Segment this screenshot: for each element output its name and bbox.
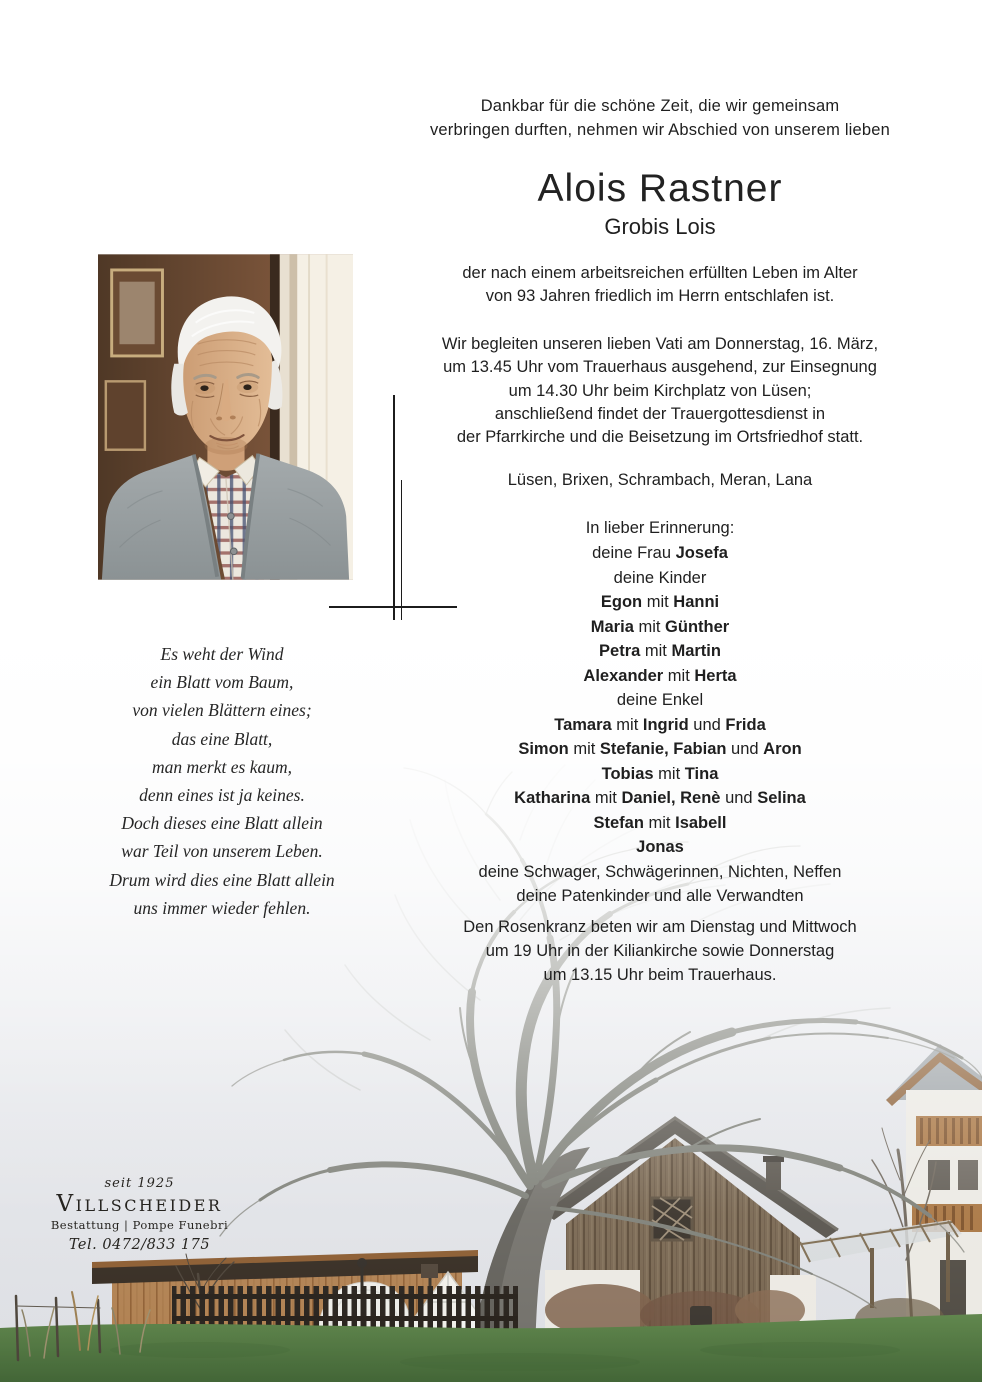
text-line: Doch dieses eine Blatt allein <box>121 813 323 834</box>
logo-since: seit 1925 <box>104 1176 175 1191</box>
logo-brand-name: Villscheider <box>56 1191 223 1217</box>
family-list <box>370 541 950 909</box>
text-line: der nach einem arbeitsreichen erfüllten Leben im Alter <box>462 264 858 282</box>
text-line: Wir begleiten unseren lieben Vati am Donnerstag, 16. März, <box>441 335 879 353</box>
funeral-home-logo <box>47 1176 232 1253</box>
memorial-poem <box>50 640 394 922</box>
places-line: Lüsen, Brixen, Schrambach, Meran, Lana <box>507 471 813 489</box>
text-line: deine Frau Josefa <box>592 544 728 562</box>
text-line: von vielen Blättern eines; <box>132 700 312 721</box>
funeral-details <box>370 333 950 449</box>
text-line: Alexander mit Herta <box>583 666 737 685</box>
text-line: Jonas <box>636 838 684 856</box>
text-line: um 13.45 Uhr vom Trauerhaus ausgehend, zur Einsegnung <box>443 358 877 377</box>
text-line: war Teil von unserem Leben. <box>121 841 323 862</box>
memory-title: In lieber Erinnerung: <box>585 519 735 537</box>
text-line: Den Rosenkranz beten wir am Dienstag und Mittwoch <box>463 918 857 936</box>
text-line: man merkt es kaum, <box>152 756 292 777</box>
text-line: um 14.30 Uhr beim Kirchplatz von Lüsen; <box>508 381 812 400</box>
rosary-text <box>370 916 950 987</box>
text-line: um 19 Uhr in der Kiliankirche sowie Donnerstag <box>485 941 835 960</box>
text-line: anschließend findet der Trauergottesdienst in <box>494 404 826 423</box>
text-line: deine Kinder <box>613 568 707 587</box>
intro-text <box>370 95 950 142</box>
logo-subtitle: Bestattung | Pompe Funebri <box>50 1218 229 1232</box>
passing-text <box>370 262 950 309</box>
text-line: Petra mit Martin <box>599 642 721 660</box>
text-line: der Pfarrkirche und die Beisetzung im Ortsfriedhof statt. <box>456 428 864 447</box>
text-line: Maria mit Günther <box>590 617 730 636</box>
text-line: das eine Blatt, <box>171 728 273 749</box>
text-line: uns immer wieder fehlen. <box>133 897 311 918</box>
text-line: Drum wird dies eine Blatt allein <box>109 869 335 890</box>
text-line: um 13.15 Uhr beim Trauerhaus. <box>543 965 777 984</box>
text-line: deine Patenkinder und alle Verwandten <box>516 887 804 905</box>
text-line: Simon mit Stefanie, Fabian und Aron <box>518 740 802 758</box>
text-line: deine Enkel <box>616 691 704 709</box>
text-line: verbringen durften, nehmen wir Abschied von unserem lieben <box>429 120 891 139</box>
text-line: Tobias mit Tina <box>601 764 719 783</box>
portrait-photo <box>98 251 353 583</box>
deceased-name: Alois Rastner <box>537 167 783 210</box>
text-line: Dankbar für die schöne Zeit, die wir gemeinsam <box>480 97 840 115</box>
text-line: deine Schwager, Schwägerinnen, Nichten, Neffen <box>478 862 842 881</box>
text-line: Stefan mit Isabell <box>593 813 727 832</box>
text-line: Es weht der Wind <box>160 644 284 664</box>
logo-phone: Tel. 0472/833 175 <box>68 1237 211 1253</box>
text-line: Tamara mit Ingrid und Frida <box>554 715 766 734</box>
deceased-nickname: Grobis Lois <box>604 214 716 239</box>
text-line: ein Blatt vom Baum, <box>150 672 294 693</box>
text-line: Egon mit Hanni <box>600 593 720 611</box>
text-line: von 93 Jahren friedlich im Herrn entschlafen ist. <box>485 287 835 306</box>
text-line: Katharina mit Daniel, Renè und Selina <box>514 789 806 807</box>
text-line: denn eines ist ja keines. <box>139 785 305 806</box>
